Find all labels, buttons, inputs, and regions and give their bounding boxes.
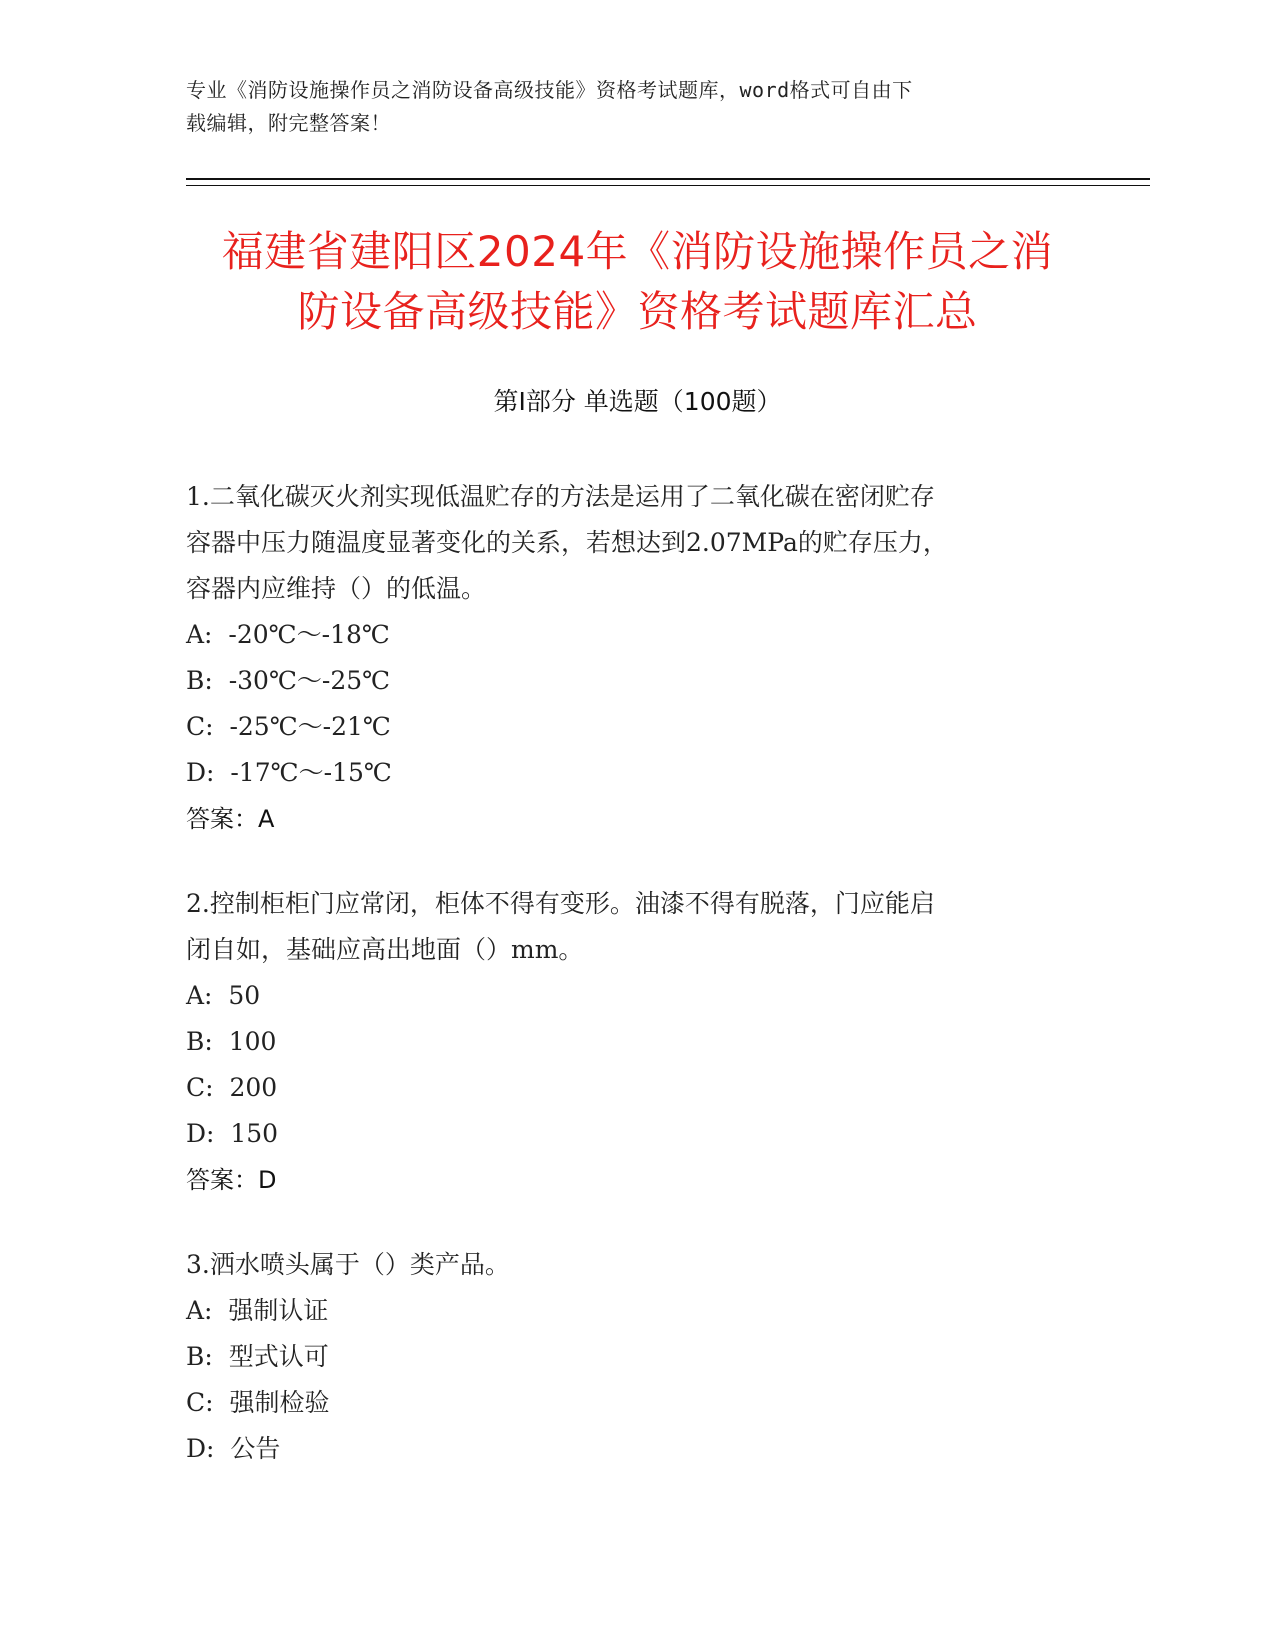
header-rule-thick [186,178,1150,180]
header-rule-thin [186,185,1150,186]
option-c: C: 200 [186,1073,278,1102]
option-a: A: 50 [186,981,261,1010]
question-stem-line: 容器内应维持（）的低温。 [186,574,487,603]
option-a: A: -20℃～-18℃ [186,620,390,649]
question-stem-line: 3.洒水喷头属于（）类产品。 [186,1250,510,1279]
section-title: 第Ⅰ部分 单选题（100题） [493,387,782,416]
document-title-line-2: 防设备高级技能》资格考试题库汇总 [297,287,978,336]
option-c: C: -25℃～-21℃ [186,712,391,741]
answer: 答案：A [186,805,275,833]
option-d: D: -17℃～-15℃ [186,758,392,787]
question-stem-line: 2.控制柜柜门应常闭，柜体不得有变形。油漆不得有脱落，门应能启 [186,889,935,918]
option-b: B: -30℃～-25℃ [186,666,391,695]
answer: 答案：D [186,1166,277,1194]
option-b: B: 型式认可 [186,1342,329,1371]
question-1 [186,474,1086,842]
option-c: C: 强制检验 [186,1388,330,1417]
header-note-line-1: 专业《消防设施操作员之消防设备高级技能》资格考试题库，word格式可自由下 [186,78,913,102]
option-b: B: 100 [186,1027,277,1056]
header-note-line-2: 载编辑，附完整答案！ [186,111,391,135]
question-2 [186,881,1086,1203]
question-stem-line: 容器中压力随温度显著变化的关系，若想达到2.07MPa的贮存压力， [186,528,948,557]
option-a: A: 强制认证 [186,1296,329,1325]
option-d: D: 150 [186,1119,279,1148]
question-3 [186,1242,1086,1472]
question-stem-line: 闭自如，基础应高出地面（）mm。 [186,935,584,964]
question-stem-line: 1.二氧化碳灭火剂实现低温贮存的方法是运用了二氧化碳在密闭贮存 [186,482,935,511]
header-note [186,74,1086,140]
document-title [150,222,1125,342]
option-d: D: 公告 [186,1434,281,1463]
document-title-line-1: 福建省建阳区2024年《消防设施操作员之消 [221,227,1054,276]
